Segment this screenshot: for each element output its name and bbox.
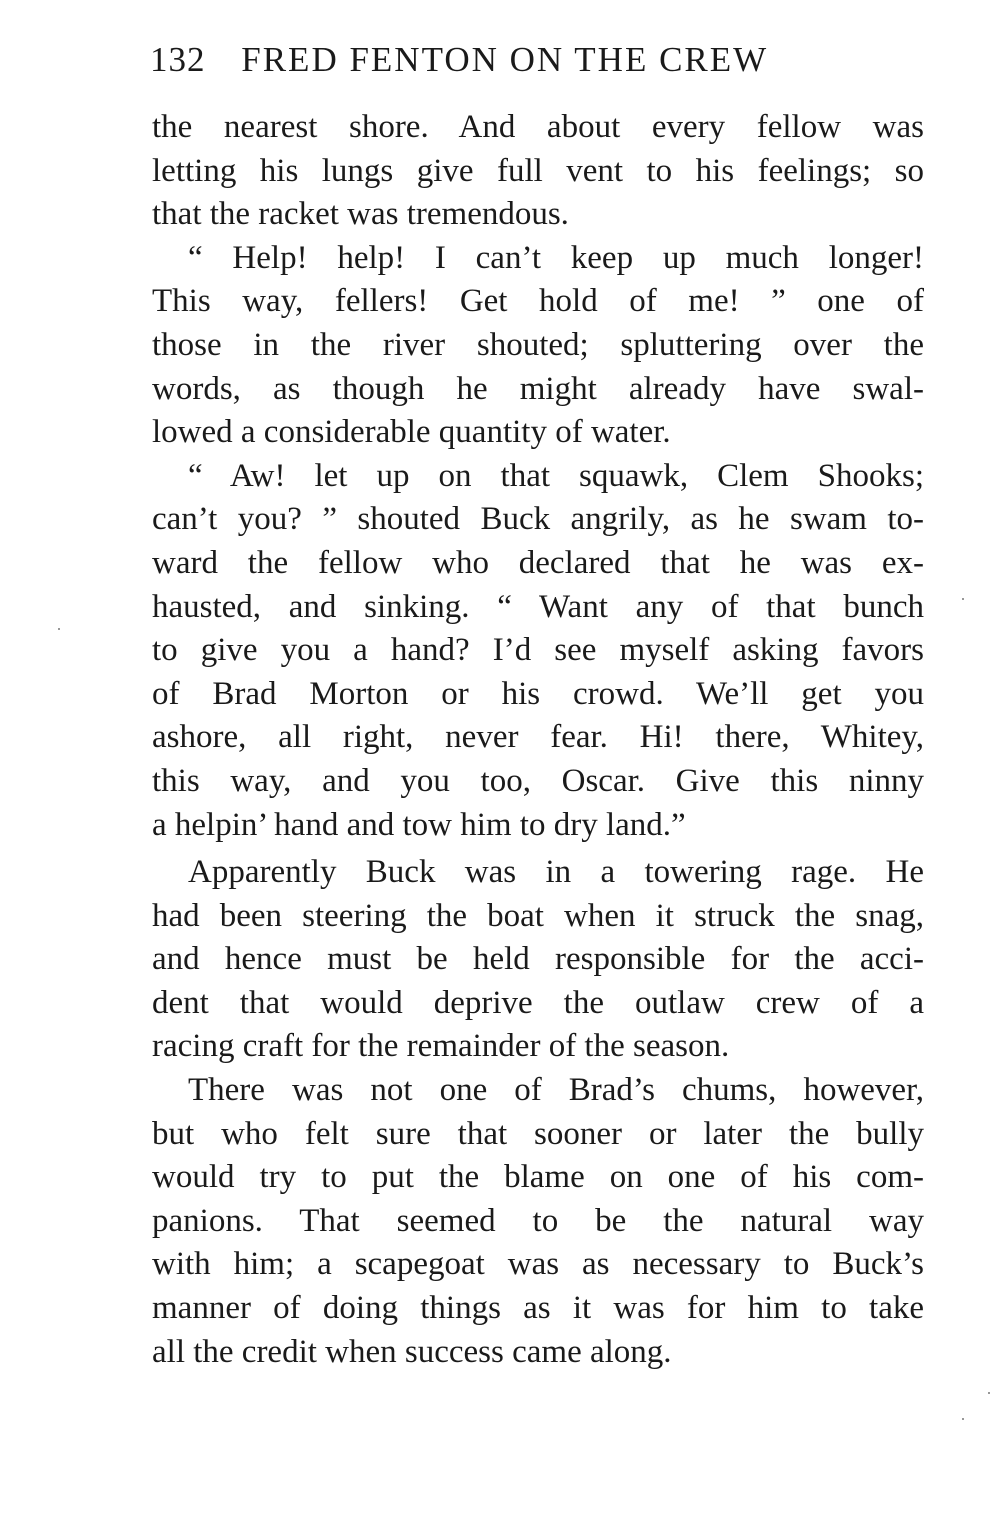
text-line: This way, fellers! Get hold of me! ” one of bbox=[152, 283, 924, 320]
text-line: panions. That seemed to be the natural way bbox=[152, 1202, 924, 1239]
text-line: with him; a scapegoat was as necessary to Buck’s bbox=[152, 1246, 924, 1283]
text-line: and hence must be held responsible for the acci- bbox=[152, 941, 924, 978]
text-line: ashore, all right, never fear. Hi! there, Whitey, bbox=[152, 719, 924, 756]
paragraph bbox=[152, 237, 924, 455]
text-line: dent that would deprive the outlaw crew of a bbox=[152, 984, 924, 1021]
paper-speck bbox=[962, 598, 964, 600]
text-line: manner of doing things as it was for him to take bbox=[152, 1290, 924, 1327]
text-line: but who felt sure that sooner or later the bully bbox=[152, 1115, 924, 1152]
text-line: that the racket was tremendous. bbox=[152, 196, 569, 233]
text-line: those in the river shouted; spluttering over the bbox=[152, 326, 924, 363]
paragraph bbox=[152, 1069, 924, 1374]
text-line: this way, and you too, Oscar. Give this ninny bbox=[152, 762, 924, 799]
page-number: 132 bbox=[150, 40, 206, 79]
text-line: There was not one of Brad’s chums, however, bbox=[188, 1072, 924, 1109]
text-line: a helpin’ hand and tow him to dry land.” bbox=[152, 806, 686, 843]
text-line: ward the fellow who declared that he was ex- bbox=[152, 544, 924, 581]
text-line: “ Help! help! I can’t keep up much longer! bbox=[188, 239, 924, 276]
text-line: words, as though he might already have swal- bbox=[152, 370, 924, 407]
paragraph bbox=[152, 851, 924, 1069]
text-line: of Brad Morton or his crowd. We’ll get you bbox=[152, 675, 924, 712]
text-line: can’t you? ” shouted Buck angrily, as he swam to- bbox=[152, 501, 924, 538]
paragraph bbox=[152, 106, 924, 237]
running-title: FRED FENTON ON THE CREW bbox=[241, 40, 769, 79]
text-line: “ Aw! let up on that squawk, Clem Shooks; bbox=[188, 457, 924, 494]
running-head bbox=[150, 40, 850, 90]
paper-speck bbox=[962, 1418, 964, 1420]
text-line: the nearest shore. And about every fellow was bbox=[152, 109, 924, 145]
text-line: would try to put the blame on one of his com- bbox=[152, 1159, 924, 1196]
paper-speck bbox=[988, 1392, 990, 1394]
text-line: letting his lungs give full vent to his feelings; so bbox=[152, 152, 924, 189]
paragraph bbox=[152, 455, 924, 847]
text-line: hausted, and sinking. “ Want any of that bunch bbox=[152, 588, 924, 625]
text-line: Apparently Buck was in a towering rage. He bbox=[188, 854, 924, 891]
text-line: racing craft for the remainder of the season. bbox=[152, 1028, 730, 1065]
text-line: lowed a considerable quantity of water. bbox=[152, 414, 671, 451]
text-line: to give you a hand? I’d see myself asking favors bbox=[152, 632, 924, 669]
text-line: had been steering the boat when it struck the snag, bbox=[152, 897, 924, 934]
paper-speck bbox=[58, 628, 60, 630]
body-text bbox=[152, 106, 924, 1374]
text-line: all the credit when success came along. bbox=[152, 1333, 672, 1370]
